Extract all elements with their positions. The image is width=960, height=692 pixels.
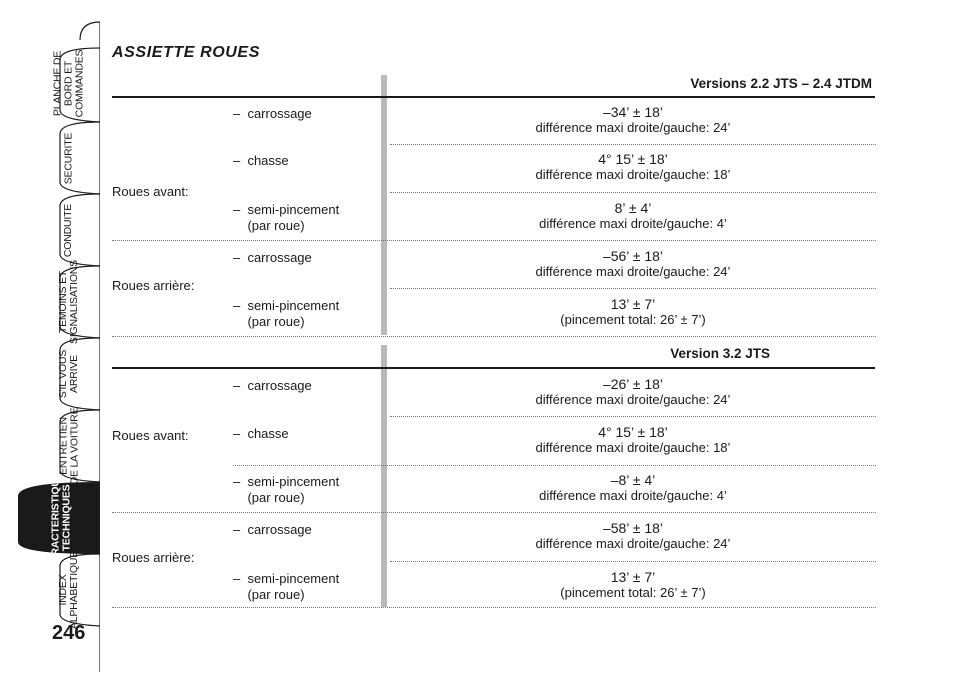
group-separator bbox=[112, 512, 876, 513]
value-main: 13’ ± 7’ bbox=[610, 296, 656, 312]
group-separator bbox=[112, 240, 876, 241]
param-label: – semi-pincement (par roue) bbox=[233, 571, 340, 602]
value-note: différence maxi droite/gauche: 24’ bbox=[535, 536, 731, 551]
row-separator bbox=[390, 288, 876, 289]
row-separator bbox=[390, 416, 876, 417]
tab-temoins-signalisations[interactable]: TEMOINS ET SIGNALISATIONS bbox=[57, 260, 81, 344]
tab-entretien[interactable]: ENTRETIEN DE LA VOITURE bbox=[57, 407, 81, 485]
value-note: différence maxi droite/gauche: 24’ bbox=[535, 120, 731, 135]
value-note: différence maxi droite/gauche: 18’ bbox=[535, 167, 731, 182]
row-separator bbox=[233, 465, 876, 466]
value-cell bbox=[390, 520, 876, 552]
param-label: – carrossage bbox=[233, 522, 312, 537]
value-note: différence maxi droite/gauche: 24’ bbox=[535, 264, 731, 279]
value-main: –58’ ± 18’ bbox=[602, 520, 664, 536]
tab-conduite[interactable]: CONDUITE bbox=[62, 203, 75, 257]
value-note: différence maxi droite/gauche: 4’ bbox=[539, 216, 727, 231]
value-main: –34’ ± 18’ bbox=[602, 104, 664, 120]
param-label: – carrossage bbox=[233, 250, 312, 265]
param-label: – chasse bbox=[233, 153, 289, 168]
tab-planche-de-bord[interactable]: PLANCHE DE BORD ET COMMANDES bbox=[51, 49, 86, 117]
param-label: – carrossage bbox=[233, 106, 312, 121]
chapter-tab-rail bbox=[0, 0, 100, 692]
column-divider-bar bbox=[381, 75, 387, 335]
tab-sil-vous-arrive[interactable]: S'IL VOUS ARRIVE bbox=[57, 349, 80, 399]
param-label: – semi-pincement (par roue) bbox=[233, 474, 340, 505]
column-divider-bar bbox=[381, 345, 387, 607]
value-main: –56’ ± 18’ bbox=[602, 248, 664, 264]
value-main: 8’ ± 4’ bbox=[614, 200, 652, 216]
version-heading: Version 3.2 JTS bbox=[670, 346, 770, 361]
wheel-group-label: Roues avant: bbox=[112, 428, 189, 443]
value-note: différence maxi droite/gauche: 4’ bbox=[539, 488, 727, 503]
tab-securite[interactable]: SECURITE bbox=[62, 132, 75, 184]
heading-rule bbox=[112, 367, 875, 369]
heading-rule bbox=[112, 96, 875, 98]
value-main: 4° 15’ ± 18’ bbox=[598, 424, 668, 440]
row-separator bbox=[390, 192, 876, 193]
value-main: 4° 15’ ± 18’ bbox=[598, 151, 668, 167]
value-cell bbox=[390, 104, 876, 136]
value-main: –8’ ± 4’ bbox=[610, 472, 656, 488]
value-cell bbox=[390, 424, 876, 456]
value-cell bbox=[390, 248, 876, 280]
value-cell bbox=[390, 151, 876, 183]
group-separator bbox=[112, 607, 876, 608]
value-main: –26’ ± 18’ bbox=[602, 376, 664, 392]
value-cell bbox=[390, 472, 876, 504]
value-note: différence maxi droite/gauche: 24’ bbox=[535, 392, 731, 407]
value-note: (pincement total: 26’ ± 7’) bbox=[560, 312, 706, 327]
group-separator bbox=[112, 336, 876, 337]
value-cell bbox=[390, 569, 876, 601]
tab-caracteristiques-techniques[interactable]: CARACTERISTIQUES TECHNIQUES bbox=[49, 465, 73, 571]
param-label: – semi-pincement (par roue) bbox=[233, 202, 340, 233]
row-separator bbox=[390, 144, 876, 145]
value-note: différence maxi droite/gauche: 18’ bbox=[535, 440, 731, 455]
param-label: – chasse bbox=[233, 426, 289, 441]
tab-index-alphabetique[interactable]: INDEX ALPHABETIQUE bbox=[57, 550, 80, 630]
value-note: (pincement total: 26’ ± 7’) bbox=[560, 585, 706, 600]
value-main: 13’ ± 7’ bbox=[610, 569, 656, 585]
param-label: – carrossage bbox=[233, 378, 312, 393]
value-cell bbox=[390, 296, 876, 328]
wheel-group-label: Roues avant: bbox=[112, 184, 189, 199]
version-heading: Versions 2.2 JTS – 2.4 JTDM bbox=[690, 76, 872, 91]
row-separator bbox=[390, 561, 876, 562]
page-title: ASSIETTE ROUES bbox=[112, 44, 260, 61]
value-cell bbox=[390, 200, 876, 232]
wheel-group-label: Roues arrière: bbox=[112, 550, 195, 565]
param-label: – semi-pincement (par roue) bbox=[233, 298, 340, 329]
page-number: 246 bbox=[52, 622, 86, 644]
value-cell bbox=[390, 376, 876, 408]
wheel-group-label: Roues arrière: bbox=[112, 278, 195, 293]
